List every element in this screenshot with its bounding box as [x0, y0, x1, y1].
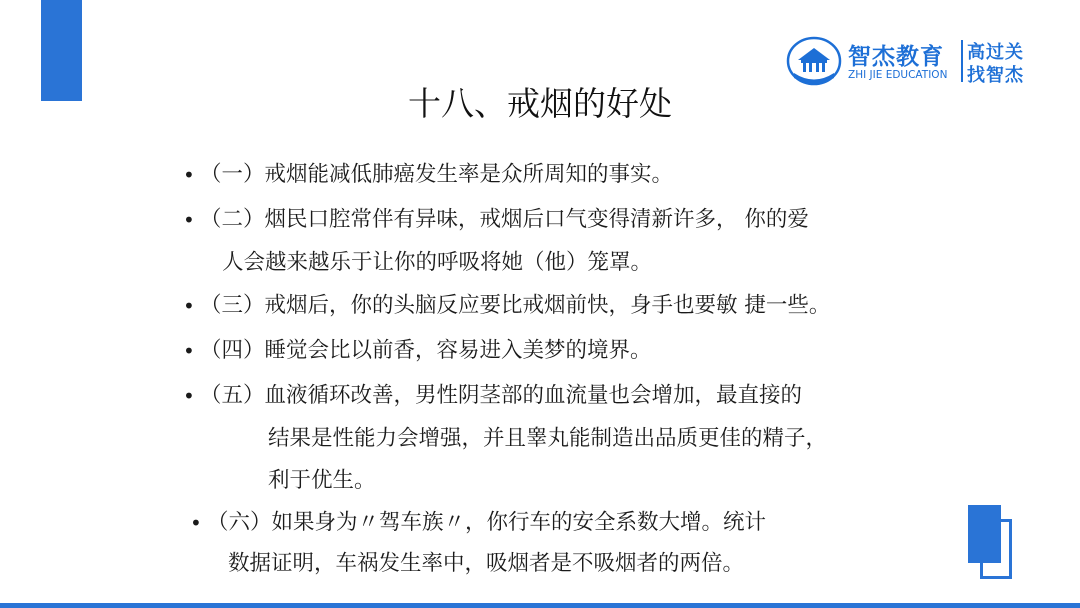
bullet-dot: • [183, 339, 195, 363]
page-title: 十八、戒烟的好处 [408, 84, 672, 123]
logo-slogan-line2: 找智杰 [967, 65, 1024, 86]
logo-slogan-line1: 高过关 [967, 42, 1024, 63]
bullet-3-line-1: （三）戒烟后，你的头脑反应要比戒烟前快，身手也要敏 捷一些。 [200, 293, 831, 318]
bullet-2-line-2: 人会越来越乐于让你的呼吸将她（他）笼罩。 [222, 250, 653, 275]
bottom-accent-line [0, 603, 1080, 608]
bullet-6-line-1: （六）如果身为〃驾车族〃，你行车的安全系数大增。统计 [207, 510, 767, 535]
bullet-dot: • [183, 208, 195, 232]
bullet-dot: • [183, 163, 195, 187]
logo-name-cn: 智杰教育 [848, 44, 944, 70]
bullet-5-line-1: （五）血液循环改善，男性阴茎部的血流量也会增加，最直接的 [200, 383, 803, 408]
bullet-2-line-1: （二）烟民口腔常伴有异味，戒烟后口气变得清新许多， 你的爱 [200, 207, 809, 232]
bullet-4-line-1: （四）睡觉会比以前香，容易进入美梦的境界。 [200, 338, 652, 363]
bullet-dot: • [183, 294, 195, 318]
bullet-6-line-2: 数据证明，车祸发生率中，吸烟者是不吸烟者的两倍。 [228, 551, 745, 576]
bullet-5-line-2: 结果是性能力会增强，并且睾丸能制造出品质更佳的精子， [268, 426, 828, 451]
decor-outline-rectangle [980, 519, 1012, 579]
bullet-dot: • [190, 511, 202, 535]
bullet-dot: • [183, 384, 195, 408]
bullet-1-line-1: （一）戒烟能减低肺癌发生率是众所周知的事实。 [200, 162, 674, 187]
bullet-5-line-3: 利于优生。 [268, 468, 376, 493]
logo-name-en: ZHI JIE EDUCATION [848, 69, 948, 81]
